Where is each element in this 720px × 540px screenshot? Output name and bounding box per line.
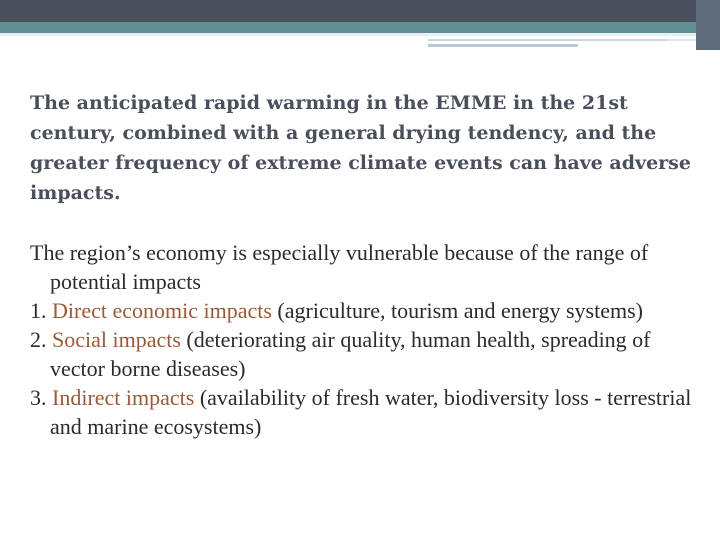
header-accent-band bbox=[0, 22, 696, 33]
item-highlight: Social impacts bbox=[52, 327, 181, 352]
item-number: 2. bbox=[30, 327, 52, 352]
impact-item-1 bbox=[30, 296, 700, 325]
header-corner-block bbox=[696, 0, 720, 50]
slide-title: The anticipated rapid warming in the EMME in the 21st century, combined with a general drying tendency, and the greater frequency of extreme climate events can have adverse impacts. bbox=[30, 92, 691, 204]
item-detail: (agriculture, tourism and energy systems) bbox=[271, 298, 643, 323]
stripe-line bbox=[428, 44, 578, 47]
stripe-line bbox=[428, 39, 666, 41]
item-detail: (availability of fresh water, biodiversity loss - terrestrial and marine ecosystems) bbox=[50, 385, 692, 439]
slide-body bbox=[30, 238, 700, 441]
header-stripes bbox=[0, 33, 696, 49]
stripe-line bbox=[666, 39, 696, 41]
item-number: 1. bbox=[30, 298, 52, 323]
item-highlight: Indirect impacts bbox=[52, 385, 195, 410]
intro-paragraph: The region’s economy is especially vulnerable because of the range of potential impacts bbox=[30, 240, 649, 294]
item-highlight: Direct economic impacts bbox=[52, 298, 272, 323]
item-number: 3. bbox=[30, 385, 52, 410]
header-bar bbox=[0, 0, 720, 22]
impact-item-2 bbox=[30, 325, 700, 383]
stripe-line bbox=[0, 33, 696, 36]
impact-item-3 bbox=[30, 383, 700, 441]
item-detail: (deteriorating air quality, human health, spreading of vector borne diseases) bbox=[50, 327, 651, 381]
